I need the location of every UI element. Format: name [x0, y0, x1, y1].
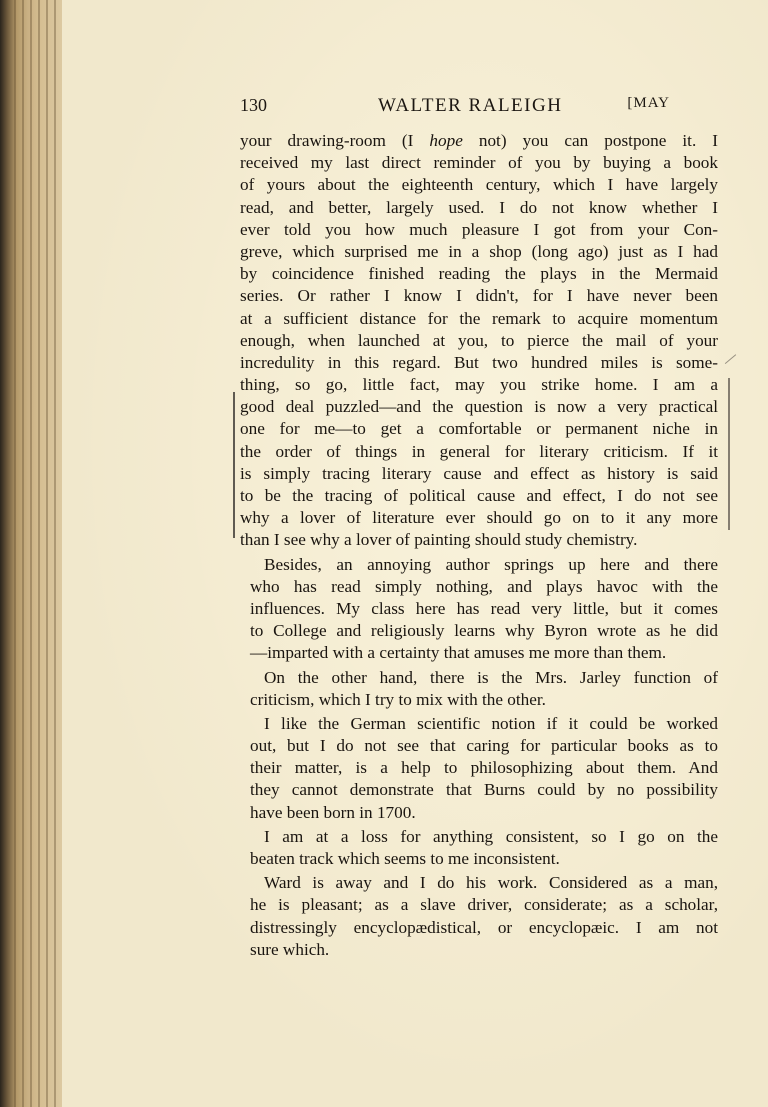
text-line: to be the tracing of political cause and effect, I do not see	[240, 486, 718, 505]
text-line: read, and better, largely used. I do not know whether I	[240, 197, 718, 217]
paragraph	[240, 826, 718, 870]
section-mark: [MAY	[627, 95, 670, 111]
text-line: than I see why a lover of painting should study chemistry.	[240, 530, 638, 550]
running-header	[240, 95, 710, 121]
text-line: series. Or rather I know I didn't, for I have never been	[240, 286, 718, 306]
text-line: received my last direct reminder of you by buying a book	[240, 153, 718, 173]
paragraph	[240, 554, 718, 665]
text-line: the order of things in general for literary criticism. If it	[240, 441, 718, 461]
text-line: good deal puzzled—and the question is now a very practical	[240, 397, 718, 417]
text-line: distressingly encyclopædistical, or encyclopæic. I am not	[250, 917, 718, 937]
emphasis: hope	[429, 131, 463, 150]
text-line: I like the German scientific notion if it could be worked	[264, 713, 718, 733]
text-line: incredulity in this regard. But two hundred miles is some-	[240, 352, 718, 372]
text-line: —imparted with a certainty that amuses me more than them.	[250, 643, 667, 663]
text-line: thing, so go, little fact, may you strike home. I am a	[240, 375, 718, 395]
text-line: they cannot demonstrate that Burns could by no possibility	[250, 780, 718, 800]
text-line: who has read simply nothing, and plays havoc with the	[250, 576, 718, 596]
text-line: beaten track which seems to me inconsistent.	[250, 849, 560, 868]
text-line: is simply tracing literary cause and effect as history is said	[240, 463, 718, 483]
text-line: their matter, is a help to philosophizing about them. And	[250, 758, 718, 778]
text-line: why a lover of literature ever should go on to it any more	[240, 508, 718, 528]
paragraph	[240, 713, 718, 824]
text-line: Ward is away and I do his work. Considered as a man,	[264, 873, 718, 893]
text-line: to College and religiously learns why Byron wrote as he did	[250, 621, 718, 641]
text-line: one for me—to get a comfortable or permanent niche in	[240, 419, 718, 439]
paragraph	[240, 130, 718, 552]
text-line: out, but I do not see that caring for particular books as to	[250, 736, 718, 756]
text-line: by coincidence finished reading the plays in the Mermaid	[240, 264, 718, 284]
text-line: I am at a loss for anything consistent, so I go on the	[264, 826, 718, 846]
text-line: ever told you how much pleasure I got from your Con-	[240, 219, 718, 239]
text-line: influences. My class here has read very little, but it comes	[250, 598, 718, 618]
paragraph	[240, 872, 718, 961]
text-line: of yours about the eighteenth century, which I have largely	[240, 175, 718, 195]
text-line: at a sufficient distance for the remark to acquire momentum	[240, 308, 718, 328]
text-line: criticism, which I try to mix with the other.	[250, 689, 546, 709]
text-line: Besides, an annoying author springs up here and there	[264, 554, 718, 574]
text-line: sure which.	[250, 939, 330, 959]
body-text	[240, 130, 718, 961]
text-line: he is pleasant; as a slave driver, considerate; as a scholar,	[250, 895, 718, 915]
text-line: On the other hand, there is the Mrs. Jarley function of	[264, 667, 718, 687]
text-line: your drawing-room (I hope not) you can postpone it. I	[240, 131, 719, 150]
margin-pencil-bar	[233, 392, 238, 538]
paragraph	[240, 667, 718, 711]
text-line: greve, which surprised me in a shop (long ago) just as I had	[240, 241, 718, 261]
running-title: WALTER RALEIGH	[378, 95, 563, 116]
text-line: enough, when launched at you, to pierce the mail of your	[240, 330, 718, 350]
page-number: 130	[240, 95, 267, 115]
text-line: have been born in 1700.	[250, 802, 416, 822]
margin-pencil-bar-right	[728, 378, 732, 530]
